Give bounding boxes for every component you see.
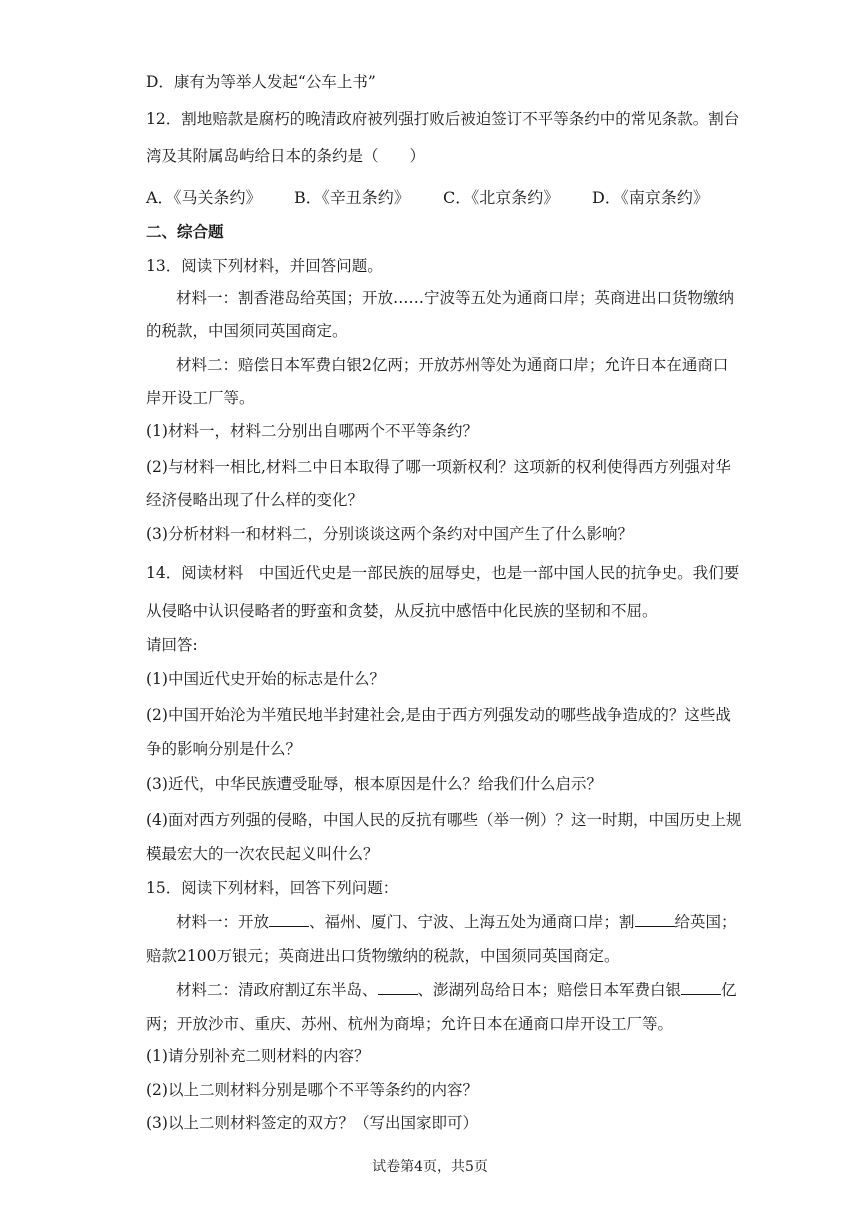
q12-options — [146, 185, 746, 205]
q13-question2-line2: 经济侵略出现了什么样的变化？ — [146, 491, 364, 509]
q12-option-d: D．《南京条约》 — [592, 188, 709, 207]
q12-option-b: B．《辛丑条约》 — [294, 188, 410, 207]
q14-question3: (3)近代，中华民族遭受耻辱，根本原因是什么？给我们什么启示？ — [146, 775, 602, 793]
q15-question3: (3)以上二则材料签定的双方？（写出国家即可） — [146, 1114, 478, 1132]
q15-question1: (1)请分别补充二则材料的内容？ — [146, 1047, 370, 1065]
q15-m1-text-b: 、福州、厦门、宁波、上海五处为通商口岸；割 — [309, 913, 635, 931]
page-footer: 试卷第4页，共5页 — [372, 1159, 488, 1175]
q15-m1-text-a: 材料一：开放 — [176, 913, 270, 931]
q15-material1-line2: 赔款2100万银元；英商进出口货物缴纳的税款，中国须同英国商定。 — [146, 947, 620, 965]
q12-option-c: C．《北京条约》 — [443, 188, 560, 207]
q15-m1-text-c: 给英国； — [674, 913, 737, 931]
q14-question1: (1)中国近代史开始的标志是什么？ — [146, 670, 385, 688]
q14-question2-line1: (2)中国开始沦为半殖民地半封建社会,是由于西方列强发动的哪些战争造成的？这些战 — [146, 706, 731, 724]
q15-stem: 15．阅读下列材料，回答下列问题： — [146, 879, 399, 897]
q14-stem-line2: 从侵略中认识侵略者的野蛮和贪婪，从反抗中感悟中化民族的坚韧和不屈。 — [146, 602, 658, 620]
section-title: 二、综合题 — [146, 222, 224, 241]
q12-option-a: A．《马关条约》 — [146, 188, 262, 207]
q11-option-d: D．康有为等举人发起“公车上书” — [146, 73, 376, 91]
q15-material1-line1 — [176, 912, 737, 932]
q13-question3: (3)分析材料一和材料二，分别谈谈这两个条约对中国产生了什么影响？ — [146, 525, 633, 543]
q15-question2: (2)以上二则材料分别是哪个不平等条约的内容？ — [146, 1081, 478, 1099]
q14-stem-line1: 14．阅读材料 中国近代史是一部民族的屈辱史，也是一部中国人民的抗争史。我们要 — [146, 564, 740, 582]
q13-question2-line1: (2)与材料一相比,材料二中日本取得了哪一项新权利？这项新的权利使得西方列强对华 — [146, 458, 731, 476]
q13-material2-line2: 岸开设工厂等。 — [146, 389, 255, 407]
q13-material1-line2: 的税款，中国须同英国商定。 — [146, 322, 348, 340]
q15-m2-text-c: 亿 — [721, 981, 737, 999]
q14-question2-line2: 争的影响分别是什么？ — [146, 740, 302, 758]
q15-material2-line2: 两；开放沙市、重庆、苏州、杭州为商埠；允许日本在通商口岸开设工厂等。 — [146, 1015, 674, 1033]
q14-prompt: 请回答: — [146, 636, 198, 654]
answer-blank — [635, 912, 675, 927]
q13-stem: 13．阅读下列材料，并回答问题。 — [146, 257, 383, 275]
q13-question1: (1)材料一，材料二分别出自哪两个不平等条约？ — [146, 422, 478, 440]
q12-stem-line2: 湾及其附属岛屿给日本的条约是（ ） — [146, 147, 426, 165]
q15-m2-text-a: 材料二：清政府割辽东半岛、 — [176, 981, 378, 999]
q15-material2-line1 — [176, 980, 737, 1000]
q15-m2-text-b: 、澎湖列岛给日本；赔偿日本军费白银 — [417, 981, 682, 999]
q12-stem-line1: 12．割地赔款是腐朽的晚清政府被列强打败后被迫签订不平等条约中的常见条款。割台 — [146, 110, 740, 128]
q14-question4-line1: (4)面对西方列强的侵略，中国人民的反抗有哪些（举一例）？这一时期，中国历史上规 — [146, 811, 742, 829]
answer-blank — [269, 912, 309, 927]
q13-material2-line1: 材料二：赔偿日本军费白银2亿两；开放苏州等处为通商口岸；允许日本在通商口 — [176, 356, 729, 374]
answer-blank — [378, 980, 418, 995]
q14-question4-line2: 模最宏大的一次农民起义叫什么？ — [146, 845, 379, 863]
q13-material1-line1: 材料一：割香港岛给英国；开放……宁波等五处为通商口岸；英商进出口货物缴纳 — [176, 289, 735, 307]
answer-blank — [681, 980, 721, 995]
